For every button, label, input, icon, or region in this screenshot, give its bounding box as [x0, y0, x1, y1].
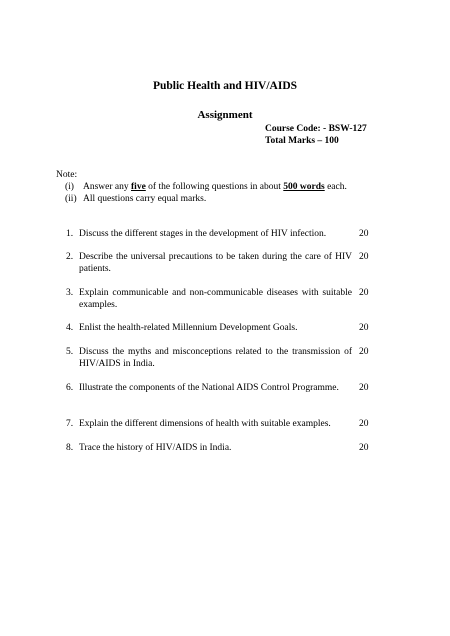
question-marks: 20	[359, 229, 369, 239]
question-text: Describe the universal precautions to be taken during the care of HIV patients.	[79, 252, 352, 274]
note-label: Note:	[56, 170, 78, 180]
question-marks: 20	[359, 347, 369, 357]
question-item	[66, 382, 352, 394]
question-text: Trace the history of HIV/AIDS in India.	[79, 443, 232, 453]
note-section	[56, 169, 347, 205]
question-item	[66, 346, 352, 370]
note-line-1-post: each.	[324, 182, 347, 192]
note-line-1-num: (i)	[65, 182, 74, 192]
question-text: Explain communicable and non-communicable diseases with suitable examples.	[79, 288, 352, 310]
question-item	[66, 418, 352, 430]
question-text: Discuss the myths and misconceptions related to the transmission of HIV/AIDS in India.	[79, 347, 352, 369]
question-text: Illustrate the components of the National AIDS Control Programme.	[79, 383, 339, 393]
document-subtitle: Assignment	[197, 109, 253, 121]
question-text: Enlist the health-related Millennium Development Goals.	[79, 323, 298, 333]
note-line-1-bold-count: five	[131, 182, 146, 192]
question-number: 4.	[66, 323, 74, 333]
question-marks: 20	[359, 383, 369, 393]
question-marks: 20	[359, 323, 369, 333]
note-line-2-num: (ii)	[65, 194, 77, 204]
note-line-1-bold-words: 500 words	[283, 182, 325, 192]
note-line-2	[56, 193, 347, 205]
note-line-2-text: All questions carry equal marks.	[83, 194, 207, 204]
question-marks: 20	[359, 288, 369, 298]
note-line-1-pre: Answer any	[83, 182, 132, 192]
course-code: Course Code: - BSW-127	[265, 124, 367, 134]
question-item	[66, 322, 352, 334]
question-number: 6.	[66, 383, 74, 393]
note-line-1-mid: of the following questions in about	[145, 182, 284, 192]
question-item	[66, 251, 352, 275]
question-number: 2.	[66, 252, 74, 262]
question-number: 5.	[66, 347, 74, 357]
question-item	[66, 287, 352, 311]
question-marks: 20	[359, 419, 369, 429]
course-info	[265, 123, 367, 147]
question-number: 7.	[66, 419, 74, 429]
question-number: 1.	[66, 229, 74, 239]
question-marks: 20	[359, 252, 369, 262]
question-text: Discuss the different stages in the development of HIV infection.	[79, 229, 327, 239]
question-number: 8.	[66, 443, 74, 453]
question-text: Explain the different dimensions of health with suitable examples.	[79, 419, 331, 429]
question-number: 3.	[66, 288, 74, 298]
total-marks: Total Marks – 100	[265, 136, 339, 146]
question-marks: 20	[359, 443, 369, 453]
note-line-1	[56, 181, 347, 193]
document-title: Public Health and HIV/AIDS	[152, 80, 298, 92]
question-item	[66, 228, 352, 240]
question-item	[66, 442, 352, 454]
